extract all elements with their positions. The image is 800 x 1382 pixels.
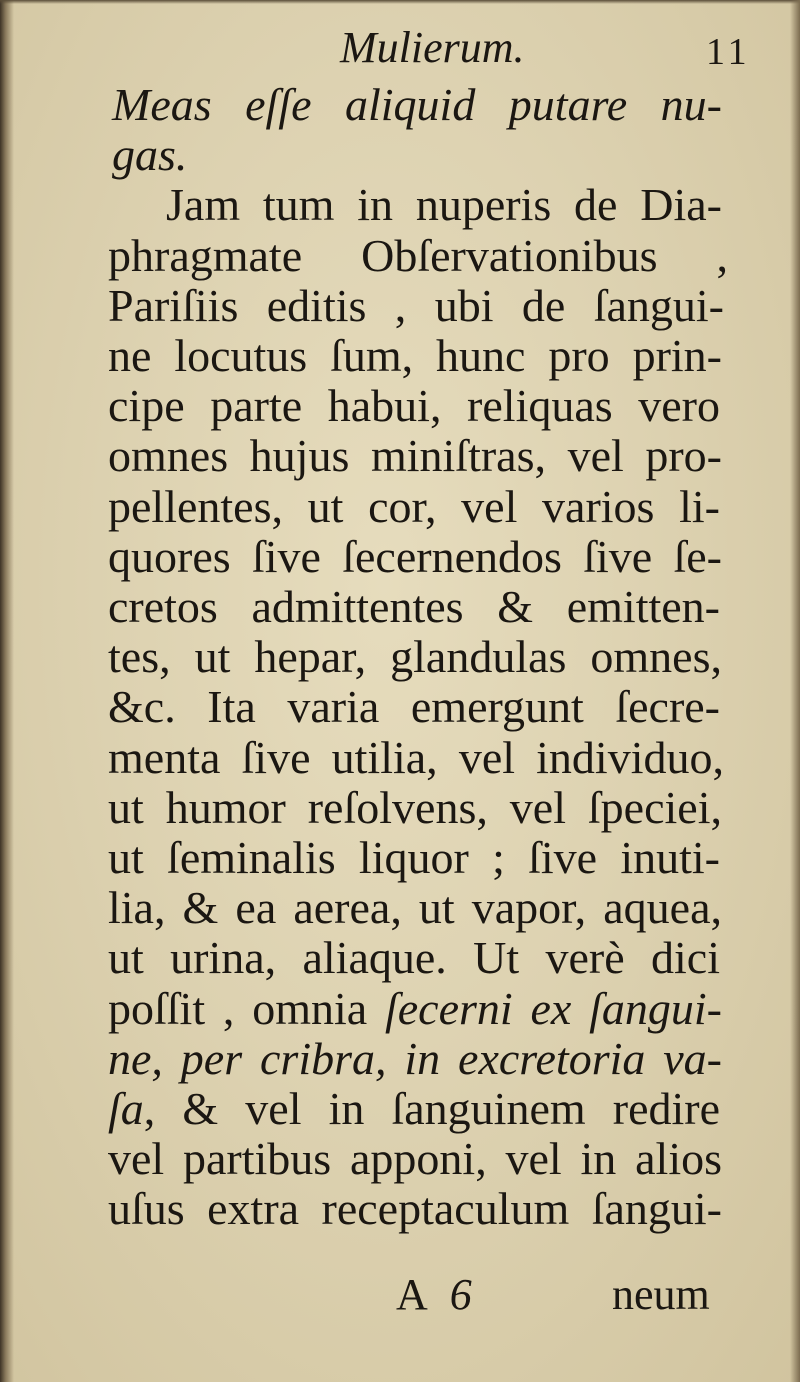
text-line: omnes hujus miniſtras, vel pro- bbox=[108, 430, 722, 482]
roman-segment: , & vel in ſanguinem redire bbox=[143, 1083, 720, 1134]
text-line: ne, per cribra, in excretoria va- bbox=[108, 1032, 722, 1084]
signature-number: 6 bbox=[449, 1270, 472, 1319]
text-line: lia, & ea aerea, ut vapor, aquea, bbox=[108, 882, 722, 934]
text-line: quores ſive ſecernendos ſive ſe- bbox=[108, 530, 722, 582]
text-line: &c. Ita varia emergunt ſecre- bbox=[108, 681, 720, 733]
text-line: ut ſeminalis liquor ; ſive inuti- bbox=[108, 832, 720, 883]
text-line: phragmate Obſervationibus , bbox=[108, 229, 728, 281]
text-line: menta ſive utilia, vel individuo, bbox=[108, 731, 724, 783]
roman-segment: poſſit , omnia bbox=[108, 982, 385, 1034]
right-edge-shadow bbox=[790, 0, 800, 1382]
text-line: cretos admittentes & emitten- bbox=[108, 581, 720, 632]
text-line: Jam tum in nuperis de Dia- bbox=[166, 179, 722, 231]
signature-mark bbox=[396, 1268, 472, 1322]
italic-segment: ſa bbox=[108, 1083, 144, 1134]
text-line: pellentes, ut cor, vel varios li- bbox=[108, 480, 720, 532]
text-line: cipe parte habui, reliquas vero bbox=[108, 380, 720, 432]
top-edge-shadow bbox=[0, 0, 800, 4]
text-line: ut humor reſolvens, vel ſpeciei, bbox=[108, 781, 722, 833]
italic-segment: ſecerni ex ſangui- bbox=[384, 982, 722, 1034]
text-line: ne locutus ſum, hunc pro prin- bbox=[108, 330, 722, 381]
catchword: neum bbox=[612, 1270, 710, 1319]
signature-letter: A bbox=[396, 1270, 428, 1319]
text-line: uſus extra receptaculum ſangui- bbox=[108, 1183, 722, 1235]
text-line: ut urina, aliaque. Ut verè dici bbox=[108, 932, 720, 984]
text-line: Pariſiis editis , ubi de ſangui- bbox=[108, 279, 724, 331]
binding-shadow bbox=[0, 0, 14, 1382]
text-line bbox=[108, 1082, 720, 1136]
text-line: gas. bbox=[112, 129, 188, 181]
text-line: tes, ut hepar, glandulas omnes, bbox=[108, 631, 722, 683]
text-line bbox=[108, 982, 722, 1036]
page-number: 11 bbox=[706, 31, 751, 73]
text-line: Meas eſſe aliquid putare nu- bbox=[112, 79, 722, 130]
running-head: Mulierum. bbox=[340, 23, 525, 72]
text-line: vel partibus apponi, vel in alios bbox=[108, 1133, 722, 1185]
